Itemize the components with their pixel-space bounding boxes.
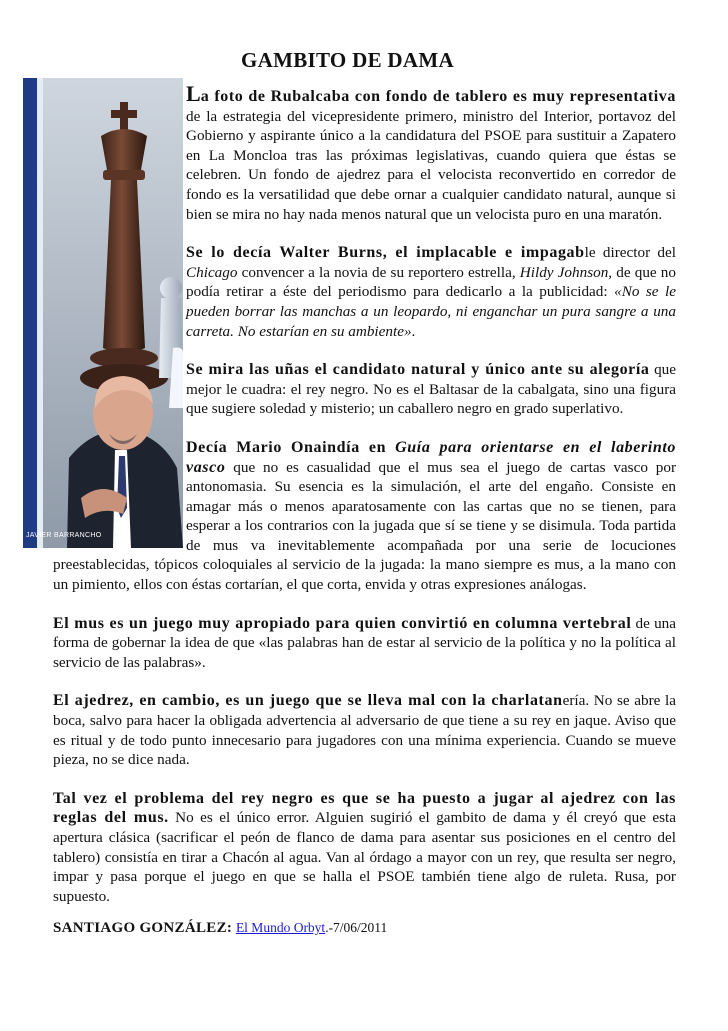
paragraph-2-italic-1: Chicago bbox=[186, 263, 238, 281]
article-photo bbox=[23, 78, 183, 548]
paragraph-4-book: Guía para orientarse en el laberinto vasco bbox=[186, 438, 676, 476]
paragraph-3-lead: Se mira las uñas el candidato natural y único ante su alegoría bbox=[186, 361, 650, 379]
paragraph-2-lead: Se lo decía Walter Burns, el implacable e impagab bbox=[186, 244, 585, 262]
photo-credit: JAVIER BARRANCHO bbox=[26, 532, 102, 540]
paragraph-5 bbox=[53, 614, 676, 673]
paragraph-5-text: de una forma de gobernar la idea de que «las palabras han de estar al servicio de la política y no la política al servicio de las palabras». bbox=[53, 614, 676, 671]
drop-cap: L bbox=[186, 81, 201, 106]
paragraph-7-lead: Tal vez el problema del rey negro es que se ha puesto a jugar al ajedrez con las reglas del mus. bbox=[53, 789, 676, 827]
chess-king-photo bbox=[23, 78, 183, 548]
paragraph-2-text-1: le director del bbox=[584, 244, 676, 262]
paragraph-6-lead: El ajedrez, en cambio, es un juego que se lleva mal con la charlatan bbox=[53, 692, 563, 710]
paragraph-6 bbox=[53, 691, 676, 769]
paragraph-2-end: . bbox=[411, 322, 416, 340]
paragraph-5-lead: El mus es un juego muy apropiado para quien convirtió en columna vertebral bbox=[53, 614, 632, 632]
publish-date: .-7/06/2011 bbox=[325, 920, 388, 936]
paragraph-6-text: ería. No se abre la boca, salvo para hacer la obligada advertencia al adversario de que tiene a su rey en jaque. Aviso que es ritual y de todo punto innecesario para jugadores con una mínima experiencia. Cuando se mueve pieza, no se dice nada. bbox=[53, 692, 676, 769]
paragraph-4-text: que no es casualidad que el mus sea el juego de cartas vasco por antonomasia. Su esencia es la simulación, el arte del engaño. Consiste en amagar más o menos aparatosamente con las cartas que no se tienen, para esperar a los contrarios con la jugada que sí se tiene y se disimula. Toda partida de mus va inevitablemente acompañada por una serie de locuciones preestablecidas, tópicos coloquiales al servicio de la jugada: la mano siempre es mus, a la mano con un pimiento, ellos con éstas cortarían, el que corta, envida y otras expresiones análogas. bbox=[53, 458, 676, 594]
paragraph-2-text-3: , de que no podía retirar a éste del periodismo para dedicarlo a la publicidad: bbox=[186, 263, 676, 301]
paragraph-2-italic-2: Hildy Johnson bbox=[519, 263, 609, 281]
paragraph-3-text: que mejor le cuadra: el rey negro. No es el Baltasar de la cabalgata, sino una figura que sugiere soledad y misterio; un caballero negro en grado superlativo. bbox=[186, 361, 676, 418]
paragraph-1-text: de la estrategia del vicepresidente primero, ministro del Interior, portavoz del Gobierno y aspirante único a la candidatura del PSOE para sustituir a Zapatero en La Moncloa tras las próximas legislativas, cuando quiera que éstas se celebren. Un fondo de ajedrez para el velocista reconvertido en corredor de fondo es la versatilidad que debe ornar a cualquier candidato natural, aunque si bien se mira no hay nada menos natural que un velocista puro en una maratón. bbox=[186, 107, 676, 223]
source-link[interactable]: El Mundo Orbyt bbox=[235, 920, 326, 936]
paragraph-4-lead: Decía Mario Onaindía en bbox=[186, 438, 396, 456]
paragraph-7-text: No es el único error. Alguien sugirió el gambito de dama y él creyó que esta apertura clásica (sacrificar el peón de flanco de dama para asentar sus posiciones en el centro del tablero) consistía en tirar a Chacón al agua. Van al órdago a mayor con un rey, que resulta ser negro, impar y pasa porque el juego en que se halla el PSOE también tiene algo de ruleta. Rusa, por supuesto. bbox=[53, 809, 676, 905]
paragraph-2-quote: «No se le pueden borrar las manchas a un leopardo, ni enganchar un pura sangre a una carreta. No estarían en su ambiente» bbox=[186, 283, 676, 340]
paragraph-2-text-2: convencer a la novia de su reportero estrella, bbox=[237, 263, 520, 281]
article bbox=[26, 48, 676, 938]
paragraph-1-lead: a foto de Rubalcaba con fondo de tablero es muy representativa bbox=[200, 88, 676, 105]
signature bbox=[53, 918, 676, 938]
author-name: SANTIAGO GONZÁLEZ: bbox=[53, 920, 233, 937]
paragraph-7 bbox=[53, 789, 676, 907]
page-title: GAMBITO DE DAMA bbox=[241, 48, 454, 72]
